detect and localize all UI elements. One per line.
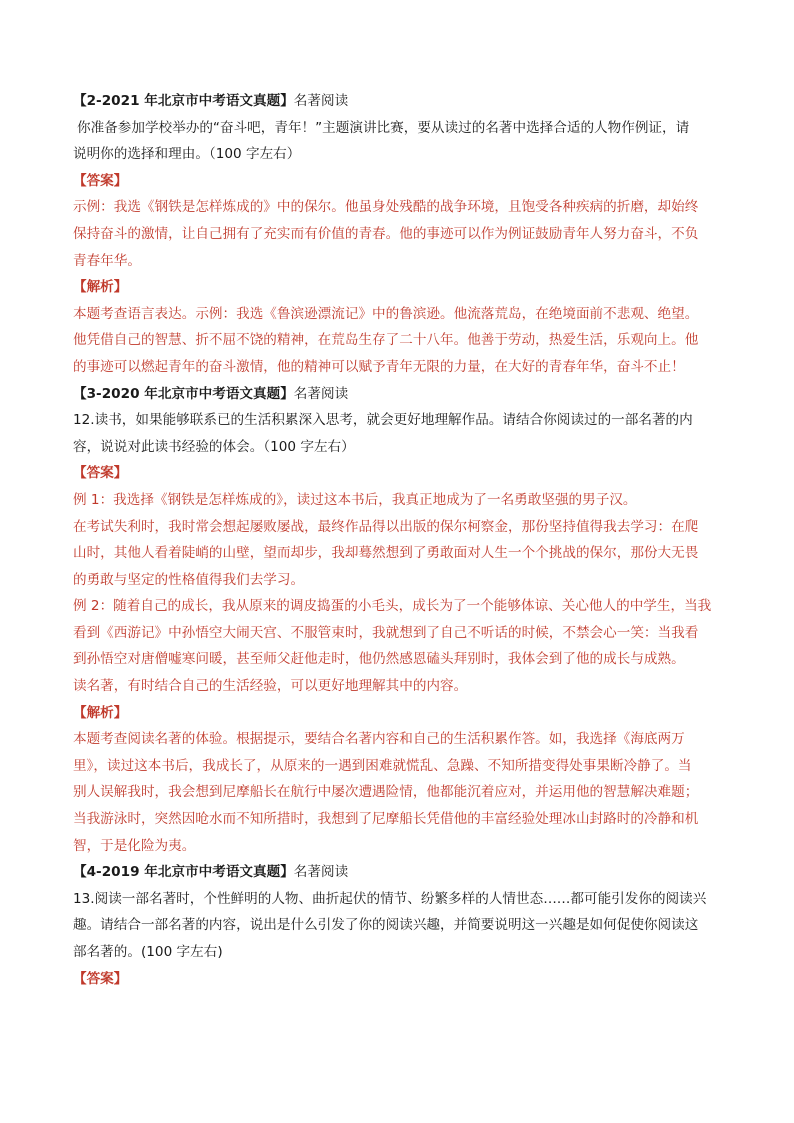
section-heading: [73, 381, 725, 408]
question-text: 13.阅读一部名著时，个性鲜明的人物、曲折起伏的情节、纷繁多样的人情世态……都可能引发你的阅读兴: [73, 890, 707, 907]
section-source: 【4-2019 年北京市中考语文真题】: [73, 864, 294, 881]
answer-text: 例 1：我选择《钢铁是怎样炼成的》，读过这本书后，我真正地成为了一名勇敢坚强的男子汉。: [73, 491, 637, 508]
section-topic: 名著阅读: [293, 864, 349, 881]
section-topic: 名著阅读: [293, 93, 349, 109]
section-topic: 名著阅读: [293, 385, 349, 402]
answer-text: 在考试失利时，我时常会想起屡败屡战，最终作品得以出版的保尔柯察金，那份坚持值得我去学习：在爬: [73, 518, 699, 535]
answer-text: 示例：我选《钢铁是怎样炼成的》中的保尔。他虽身处残酷的战争环境，且饱受各种疾病的折磨，却始终: [73, 199, 699, 216]
question-text: 容，说说对此读书经验的体会。（100 字左右）: [73, 438, 355, 455]
analysis-text: 里》，读过这本书后，我成长了，从原来的一遇到困难就慌乱、急躁、不知所措变得处事果断冷静了。当: [73, 757, 692, 774]
analysis-label: 【解析】: [73, 279, 128, 296]
answer-text: 山时，其他人看着陡峭的山壁，望而却步，我却蓦然想到了勇敢面对人生一个个挑战的保尔，那份大无畏: [73, 545, 699, 562]
answer-text: 保持奋斗的激情，让自己拥有了充实而有价值的青春。他的事迹可以作为例证鼓励青年人努力奋斗，不负: [73, 225, 699, 242]
analysis-text: 本题考查语言表达。示例：我选《鲁滨逊漂流记》中的鲁滨逊。他流落荒岛，在绝境面前不悲观、绝望。: [73, 305, 699, 322]
section-source: 【2-2021 年北京市中考语文真题】: [73, 93, 294, 109]
analysis-text: 本题考查阅读名著的体验。根据提示，要结合名著内容和自己的生活积累作答。如，我选择《海底两万: [73, 731, 685, 748]
section-heading: [73, 88, 725, 115]
answer-text: 的勇敢与坚定的性格值得我们去学习。: [73, 571, 305, 588]
answer-text: 到孙悟空对唐僧嘘寒问暖，甚至师父赶他走时，他仍然感恩磕头拜别时，我体会到了他的成长与成熟。: [73, 651, 685, 668]
analysis-text: 智，于是化险为夷。: [73, 837, 196, 854]
answer-text: 例 2：随着自己的成长，我从原来的调皮捣蛋的小毛头，成长为了一个能够体谅、关心他人的中学生，当我: [73, 598, 712, 615]
analysis-text: 的事迹可以燃起青年的奋斗激情，他的精神可以赋予青年无限的力量，在大好的青春年华，奋斗不止！: [73, 358, 685, 375]
question-text: 12.读书，如果能够联系已的生活积累深入思考，就会更好地理解作品。请结合你阅读过的一部名著的内: [73, 412, 693, 429]
question-text: 你准备参加学校举办的“奋斗吧，青年！”主题演讲比赛，要从读过的名著中选择合适的人物作例证，请: [77, 119, 690, 136]
answer-text: 看到《西游记》中孙悟空大闹天宫、不服管束时，我就想到了自己不听话的时候，不禁会心一笑：当我看: [73, 624, 699, 641]
section-source: 【3-2020 年北京市中考语文真题】: [73, 385, 294, 402]
answer-label: 【答案】: [73, 172, 128, 189]
question-text: 说明你的选择和理由。（100 字左右）: [73, 146, 301, 163]
analysis-text: 当我游泳时，突然因呛水而不知所措时，我想到了尼摩船长凭借他的丰富经验处理冰山封路时的冷静和机: [73, 811, 699, 828]
answer-label: 【答案】: [73, 465, 128, 482]
document-page: [73, 88, 725, 992]
question-text: 趣。请结合一部名著的内容，说出是什么引发了你的阅读兴趣，并简要说明这一兴趣是如何促使你阅读这: [73, 917, 699, 934]
section-heading: [73, 859, 725, 886]
answer-text: 青春年华。: [73, 252, 141, 269]
answer-text: 读名著，有时结合自己的生活经验，可以更好地理解其中的内容。: [73, 678, 468, 695]
analysis-text: 他凭借自己的智慧、折不屈不饶的精神，在荒岛生存了二十八年。他善于劳动，热爱生活，乐观向上。他: [73, 332, 699, 349]
analysis-label: 【解析】: [73, 704, 128, 721]
analysis-text: 别人误解我时，我会想到尼摩船长在航行中屡次遭遇险情，他都能沉着应对，并运用他的智慧解决难题；: [73, 784, 699, 801]
answer-label: 【答案】: [73, 970, 128, 987]
question-text: 部名著的。(100 字左右): [73, 944, 223, 960]
